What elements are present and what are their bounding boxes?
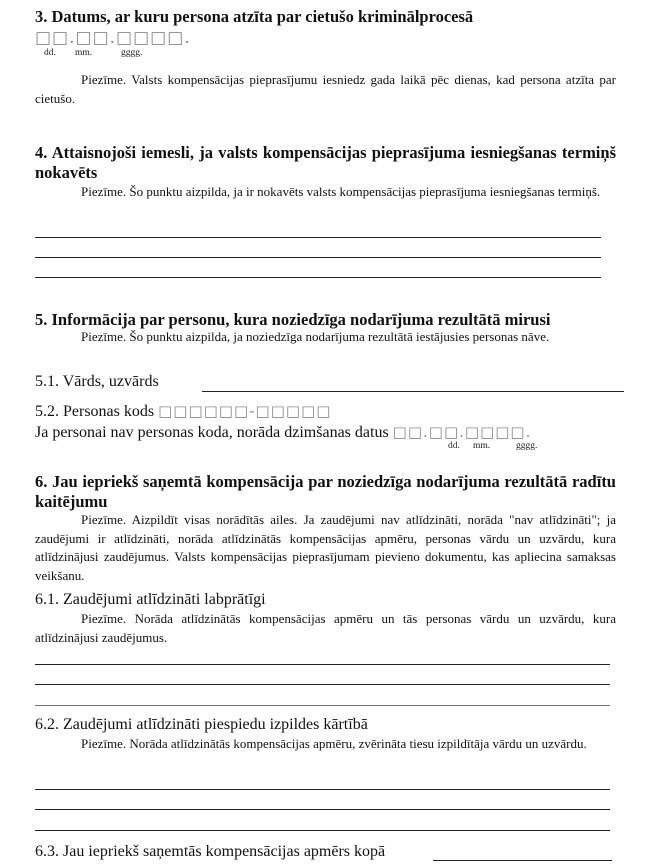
label-yyyy: gggg. [121,48,143,58]
date-input-boxes[interactable]: □□.□□.□□□□. [35,28,191,48]
answer-line[interactable] [35,664,610,665]
subsection-6-3-title: 6.3. Jau iepriekš saņemtās kompensācijas apmērs kopā [35,843,386,860]
section-6-note: Piezīme. Aizpildīt visas norādītās ailes. Ja zaudējumi nav atlīdzināti, norāda "nav atlīdzināti"; ja zaudējumi ir atlīdzināti, norāda atlīdzinātās kompensācijas apmēru, personas vārdu un uzvārdu, kura atlīdzinājusi zaudējumus. Valsts kompensācijas pieprasījumam pievieno dokumentu, kas apliecina samaksas veikšanu. [35,512,616,583]
subsection-6-2-note: Piezīme. Norāda atlīdzinātās kompensācijas apmēru, zvērināta tiesu izpildītāja vārdu un uzvārdu. [81,736,587,751]
section-5-heading: 5. Informācija par personu, kura noziedzīga nodarījuma rezultātā mirusi [35,310,551,329]
answer-line[interactable] [35,257,601,258]
answer-line[interactable] [35,830,610,831]
answer-line[interactable] [35,237,601,238]
section-3-heading: 3. Datums, ar kuru persona atzīta par cietušo kriminālprocesā [35,7,474,26]
birth-date-row [35,422,616,443]
section-4-note: Piezīme. Šo punktu aizpilda, ja ir nokavēts valsts kompensācijas pieprasījuma iesniegšanas termiņš. [81,184,601,199]
name-label: 5.1. Vārds, uzvārds [35,373,159,390]
label-yyyy: gggg. [516,441,538,451]
answer-line[interactable] [35,277,601,278]
label-mm: mm. [75,48,93,58]
subsection-6-2-title: 6.2. Zaudējumi atlīdzināti piespiedu izpildes kārtībā [35,716,368,733]
label-dd: dd. [448,441,460,451]
name-field-line[interactable] [202,391,624,392]
section-4-heading: 4. Attaisnojoši iemesli, ja valsts kompensācijas pieprasījuma iesniegšanas termiņš nokavēts [35,143,616,182]
section-6-heading: 6. Jau iepriekš saņemtā kompensācija par noziedzīga nodarījuma rezultātā radītu kaitējumu [35,472,616,511]
label-dd: dd. [44,48,56,58]
label-mm: mm. [473,441,491,451]
birth-date-text: Ja personai nav personas koda, norāda dzimšanas datus [35,424,389,441]
subsection-6-1-title: 6.1. Zaudējumi atlīdzināti labprātīgi [35,591,266,608]
personal-code-label: 5.2. Personas kods [35,403,155,420]
answer-line[interactable] [35,705,610,706]
answer-line[interactable] [35,789,610,790]
section-3-note: Piezīme. Valsts kompensācijas pieprasījumu iesniedz gada laikā pēc dienas, kad persona atzīta par cietušo. [35,72,616,106]
personal-code-boxes[interactable]: □□□□□□-□□□□□ [158,402,332,420]
birth-date-boxes[interactable]: □□.□□.□□□□. [392,423,532,441]
section-5-note: Piezīme. Šo punktu aizpilda, ja noziedzīga nodarījuma rezultātā iestājusies personas nāve. [81,329,550,344]
total-amount-line[interactable] [433,860,612,861]
personal-code-row [35,401,616,422]
answer-line[interactable] [35,684,610,685]
answer-line[interactable] [35,809,610,810]
subsection-6-1-note: Piezīme. Norāda atlīdzinātās kompensācijas apmēru un tās personas vārdu un uzvārdu, kura atlīdzinājusi zaudējumus. [35,611,616,645]
